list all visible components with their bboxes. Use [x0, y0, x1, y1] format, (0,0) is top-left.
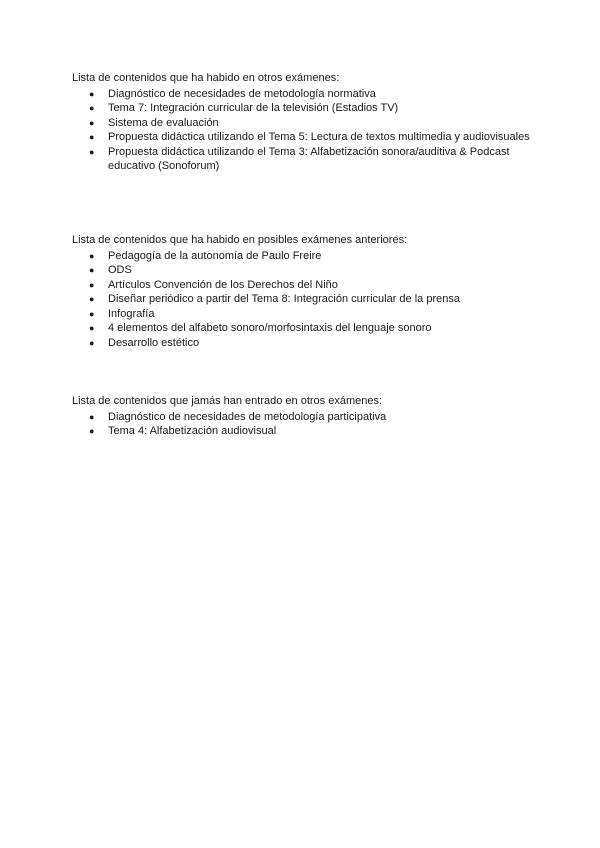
bullet-icon: ● — [89, 88, 95, 99]
list-item-text: Tema 7: Integración curricular de la televisión (Estadios TV) — [108, 102, 399, 114]
content-list — [72, 87, 542, 174]
list-item — [72, 263, 542, 278]
list-item — [72, 321, 542, 336]
section-heading: Lista de contenidos que ha habido en posibles exámenes anteriores: — [72, 234, 408, 246]
section-heading: Lista de contenidos que ha habido en otros exámenes: — [72, 72, 340, 84]
list-item-text: Propuesta didáctica utilizando el Tema 5: Lectura de textos multimedia y audiovisuales — [108, 131, 530, 143]
list-item — [72, 307, 542, 322]
list-item — [72, 292, 542, 307]
bullet-icon: ● — [89, 308, 95, 319]
list-item — [72, 130, 542, 145]
bullet-icon: ● — [89, 337, 95, 348]
list-item-text: Tema 4: Alfabetización audiovisual — [108, 425, 277, 437]
bullet-icon: ● — [89, 411, 95, 422]
list-item-text: Infografía — [108, 307, 155, 320]
list-item — [72, 145, 542, 174]
list-item-text: Pedagogía de la autonomía de Paulo Freire — [108, 249, 322, 262]
bullet-icon: ● — [89, 426, 95, 436]
list-item-text: Desarrollo estético — [108, 336, 200, 349]
list-item — [72, 87, 542, 102]
list-item — [72, 116, 542, 131]
list-item — [72, 249, 542, 264]
bullet-icon: ● — [89, 279, 95, 290]
section-never-in-exams — [72, 394, 542, 439]
bullet-icon: ● — [89, 117, 95, 128]
list-item-text: Diseñar periódico a partir del Tema 8: Integración curricular de la prensa — [108, 293, 460, 305]
section-heading: Lista de contenidos que jamás han entrado en otros exámenes: — [72, 395, 383, 407]
section-possible-previous-exams — [72, 233, 542, 350]
list-item-text: Propuesta didáctica utilizando el Tema 3: Alfabetización sonora/auditiva & Podcast educativo (Sonoforum) — [108, 145, 510, 172]
content-list — [72, 249, 542, 351]
list-item-text: ODS — [108, 264, 132, 276]
list-item — [72, 278, 542, 293]
list-item — [72, 424, 542, 439]
bullet-icon: ● — [89, 250, 95, 261]
bullet-icon: ● — [89, 294, 95, 304]
list-item — [72, 336, 542, 351]
list-item-text: Sistema de evaluación — [108, 116, 219, 129]
bullet-icon: ● — [89, 323, 95, 333]
list-item — [72, 410, 542, 425]
list-item-text: Diagnóstico de necesidades de metodología participativa — [108, 410, 387, 423]
bullet-icon: ● — [89, 265, 95, 275]
section-other-exams — [72, 71, 542, 174]
list-item — [72, 101, 542, 116]
list-item-text: 4 elementos del alfabeto sonoro/morfosintaxis del lenguaje sonoro — [108, 322, 432, 334]
list-item-text: Artículos Convención de los Derechos del Niño — [108, 278, 338, 291]
bullet-icon: ● — [89, 103, 95, 113]
bullet-icon: ● — [89, 132, 95, 142]
bullet-icon: ● — [89, 146, 95, 157]
list-item-text: Diagnóstico de necesidades de metodología normativa — [108, 87, 376, 100]
content-list — [72, 410, 542, 439]
